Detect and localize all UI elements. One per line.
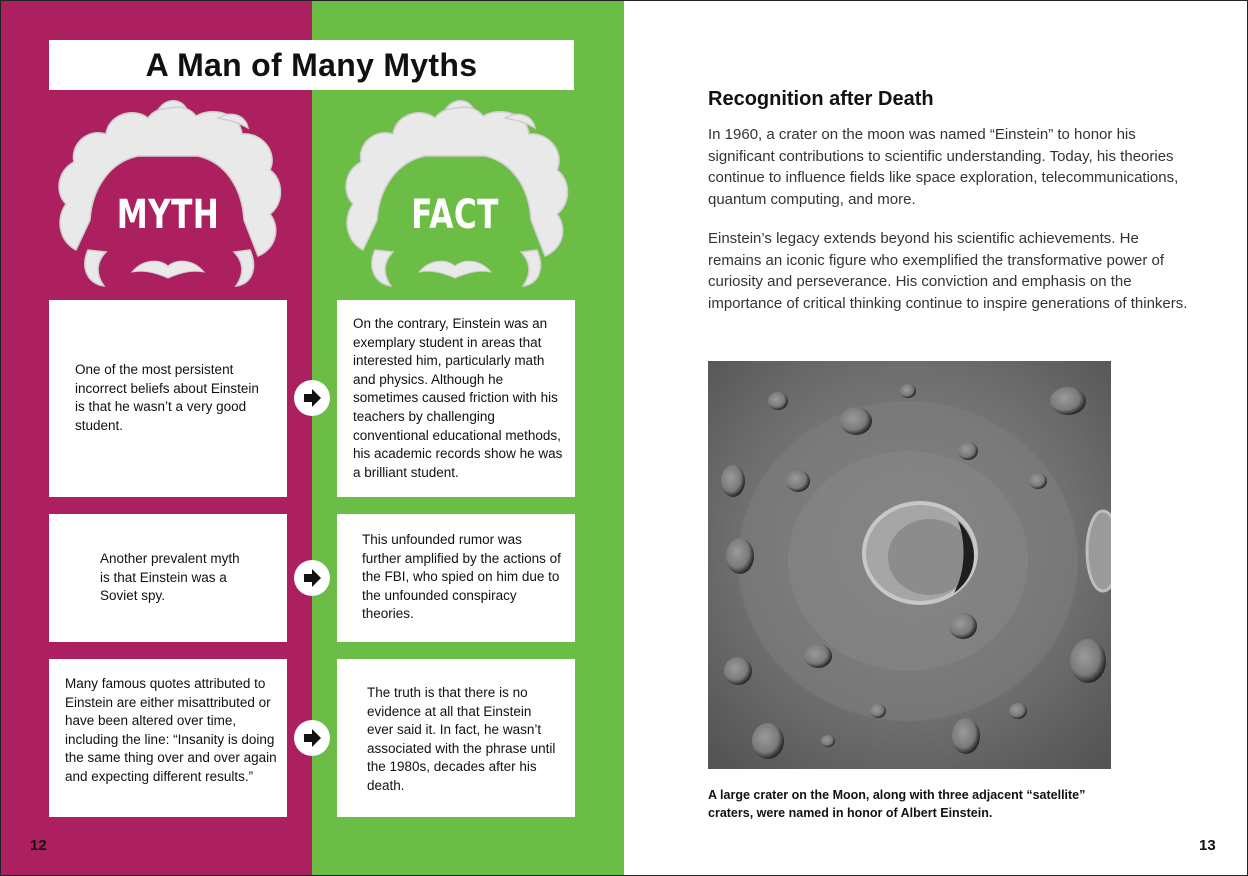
arrow-1 <box>294 380 330 416</box>
photo-caption: A large crater on the Moon, along with three adjacent “satellite” craters, were named in honor of Albert Einstein. <box>708 788 1086 820</box>
page-title-box <box>49 40 574 90</box>
moon-crater-photo <box>708 361 1111 769</box>
myth-label: MYTH <box>116 192 220 238</box>
fact-card-2 <box>337 514 575 642</box>
myth-text-2: Another prevalent myth is that Einstein was a Soviet spy. <box>100 551 240 604</box>
fact-head <box>335 100 575 300</box>
paragraph-2: Einstein’s legacy extends beyond his scientific achievements. He remains an iconic figure who exemplified the transformative power of curiosity and perseverance. His conviction and emphasis on the importance of critical thinking continue to inspire generations of thinkers. <box>708 230 1188 312</box>
myth-card-3 <box>49 659 287 817</box>
arrow-right-icon <box>301 567 323 589</box>
page-title: A Man of Many Myths <box>145 46 478 83</box>
myth-text-1: One of the most persistent incorrect beliefs about Einstein is that he wasn’t a very good student. <box>75 362 259 433</box>
arrow-right-icon <box>301 727 323 749</box>
paragraph-1: In 1960, a crater on the moon was named “Einstein” to honor his significant contributions to scientific understanding. Today, his theories continue to influence fields like space exploration, telecommunications, quantum computing, and more. <box>708 126 1179 208</box>
fact-text-3: The truth is that there is no evidence at all that Einstein ever said it. In fact, he wasn’t associated with the phrase until the 1980s, decades after his death. <box>367 685 556 793</box>
fact-text-2: This unfounded rumor was further amplified by the actions of the FBI, who spied on him due to the unfounded conspiracy theories. <box>362 532 561 622</box>
page-number-left: 12 <box>30 837 47 854</box>
fact-card-3 <box>337 659 575 817</box>
page-number-right: 13 <box>1199 837 1216 854</box>
arrow-3 <box>294 720 330 756</box>
myth-head <box>48 100 288 300</box>
myth-text-3: Many famous quotes attributed to Einstein are either misattributed or have been altered over time, including the line: “Insanity is doing the same thing over and over again and expecting different results.” <box>65 676 277 784</box>
myth-card-2 <box>49 514 287 642</box>
fact-card-1 <box>337 300 575 497</box>
arrow-right-icon <box>301 387 323 409</box>
myth-card-1 <box>49 300 287 497</box>
section-title: Recognition after Death <box>708 88 934 110</box>
fact-label: FACT <box>411 192 499 238</box>
fact-text-1: On the contrary, Einstein was an exemplary student in areas that interested him, particularly math and physics. Although he sometimes caused friction with his teachers by challenging conventional educational methods, his academic records show he was a brilliant student. <box>353 316 563 480</box>
arrow-2 <box>294 560 330 596</box>
moon-crater-image <box>708 361 1111 769</box>
